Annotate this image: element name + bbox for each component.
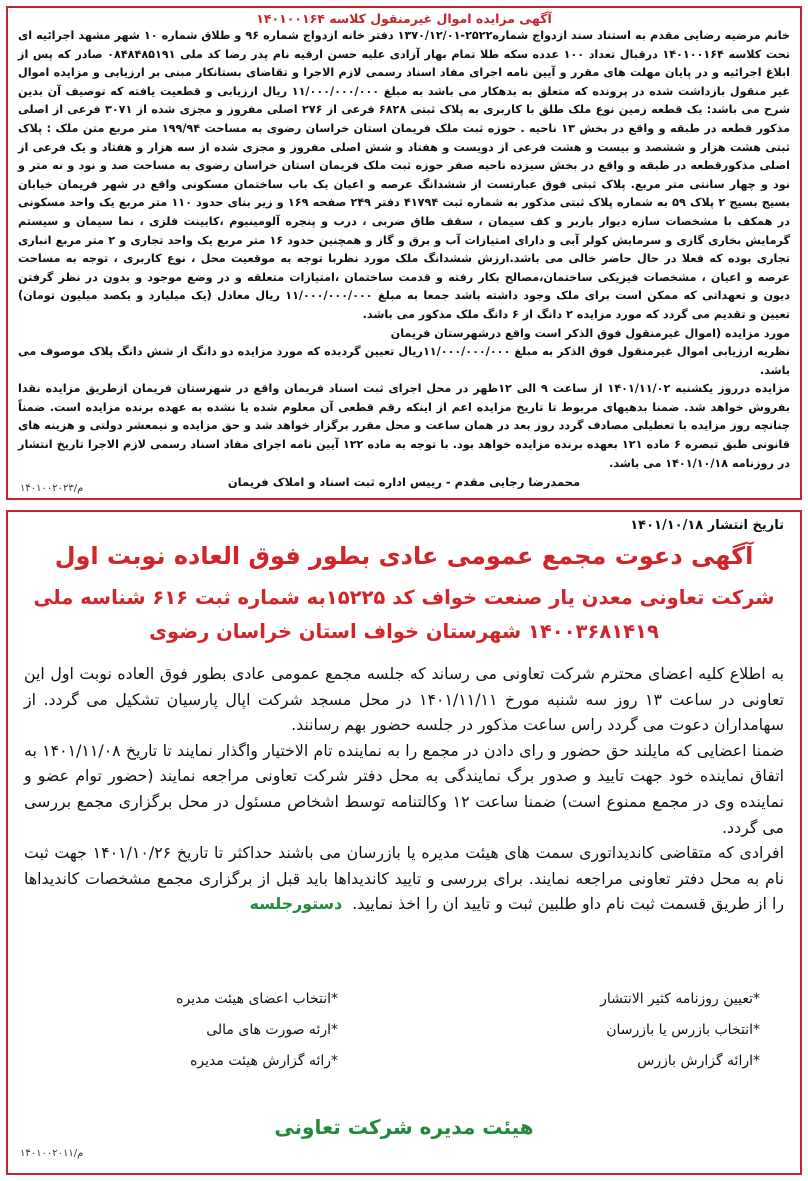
assembly-notice <box>6 510 802 1175</box>
auction-notice-paragraph-2: مورد مزایده (اموال غیرمنقول فوق الذکر است واقع درشهرستان فریمان <box>390 326 790 340</box>
assembly-paragraph-3-text: افرادی که متقاضی کاندیداتوری سمت های هیئت مدیره یا بازرسان می باشند حداکثر تا تاریخ ۱۴۰۱/۱۰/۲۶ جهت ثبت نام به محل دفتر تعاونی مراجعه نمایند. برای بررسی و تایید کاندیداها باید قبل از برگزاری مجمع مشخصات کاندیداها را از طریق قسمت ثبت نام داو طلبین ثبت و تایید ان را اخذ نمایید. <box>24 843 784 914</box>
agenda-item: *ارائه گزارش بازرس <box>637 1053 760 1069</box>
board-signature: هیئت مدیره شرکت تعاونی <box>274 1115 534 1139</box>
auction-notice-paragraph-3: نظریه ارزیابی اموال غیرمنقول فوق الذکر به مبلغ ۱۱/۰۰۰/۰۰۰/۰۰۰ریال تعیین گردیده که مورد مزایده دو دانگ از شش دانگ پلاک موصوف می باشد. <box>18 345 790 377</box>
auction-notice-code: م/۱۴۰۱۰۰۲۰۲۳ <box>20 483 84 494</box>
auction-notice-paragraph-4: مزایده درروز یکشنبه ۱۴۰۱/۱۱/۰۲ از ساعت ۹ الی ۱۲ظهر در محل اجرای ثبت اسناد فریمان واقع در شهرستان فریمان ازطریق مزایده نقدا بفروش خواهد شد. ضمنا بدهیهای مربوط تا تاریخ مزایده اعم از اینکه رقم قطعی آن معلوم شده یا نشده به عهده برنده مزایده است. ضمناً چنانچه روز مزایده با تعطیلی مصادف گردد روز بعد در همان ساعت و محل مقرر برگزار خواهد شد و حق مزایده و نیمعشر دولتی و هزینه های قانونی طبق تبصره ۶ ماده ۱۲۱ بعهده برنده مزایده خواهد بود. با توجه به ماده ۱۲۲ آیین نامه اجرای مفاد اسناد رسمی لازم الاجرا تاریخ انتشار در روزنامه ۱۴۰۱/۱۰/۱۸ می باشد. <box>18 382 790 470</box>
assembly-paragraph-1: به اطلاع کلیه اعضای محترم شرکت تعاونی می رساند که جلسه مجمع عمومی عادی بطور فوق العاده نوبت اول این تعاونی در ساعت ۱۳ روز سه شنبه مورخ ۱۴۰۱/۱۱/۱۱ در محل مسجد شرکت اپال پارسیان تشکیل می گردد. از سهامداران دعوت می گردد راس ساعت مذکور در جلسه حضور بهم رسانند. <box>24 664 784 735</box>
assembly-paragraph-3 <box>24 840 784 917</box>
company-line-1: شرکت تعاونی معدن یار صنعت خواف کد ۱۵۲۲۵به شماره ثبت ۶۱۶ شناسه ملی <box>33 586 775 609</box>
agenda-item: *انتخاب بازرس یا بازرسان <box>606 1022 760 1038</box>
auction-notice-title: آگهی مزایده اموال غیرمنقول کلاسه ۱۴۰۱۰۰۱۶۴ <box>256 11 552 26</box>
auction-notice-paragraph-1: خانم مرضیه رضایی مقدم به استناد سند ازدواج شماره۲۵۲۲-۱۳۷۰/۱۲/۰۱ دفتر خانه ازدواج شماره ۹۶ و طلاق شماره ۱۰ شهر مشهد اجرائیه ای تحت کلاسه ۱۴۰۱۰۰۱۶۴ درقبال تعداد ۱۰۰ عدده سکه طلا تمام بهار آزادی علیه حسن ارقیه نام پدر رضا کد ملی ۰۸۴۸۴۸۵۱۹۱ صادر که پس از ابلاغ اجرائیه و در پایان مهلت های مقرر و آیین نامه اجرای مفاد اسناد رسمی لازم الاجرا و تقاضای بستانکار مبنی بر ارزیابی و مزایده اموال غیر منقول بازداشت شده در پرونده که متعلق به بدهکار می باشد به مبلغ ۱۱/۰۰۰/۰۰۰/۰۰۰ ریال ارزیابی و قطعیت یافته که توصیف آن بدین شرح می باشد: یک قطعه زمین نوع ملک طلق با کاربری به پلاک ثبتی ۶۸۲۸ فرعی از ۲۷۶ اصلی مفروز و مجزی شده از ۳۰۷۱ فرعی از اصلی مذکور قطعه در طبقه و واقع در بخش ۱۳ ناحیه . حوزه ثبت ملک فریمان استان خراسان رضوی به مساحت ۱۹۹/۹۴ متر مربع متن ملک : پلاک ثبتی هشت هزار و ششصد و بیست و هشت فرعی از دویست و هفتاد و شش اصلی مفروز و مجزی شده از سه هزار و هفتاد و یک فرعی از اصلی مذکورقطعه در طبقه و واقع در بخش سیزده ناحیه صفر حوزه ثبت ملک فریمان استان خراسان رضوی به مساحت صد و نود و نه متر و نود و چهار سانتی متر مربع. پلاک ثبتی فوق عبارتست از ششدانگ عرصه و اعیان یک باب ساختمان مسکونی واقع در شهر فریمان خیابان بسیج بسیج ۲ پلاک ۵۹ به شماره پلاک ثبتی مذکور به شماره ثبت ۴۱۷۹۴ دفتر ۲۴۹ صفحه ۱۶۹ و زیر بنای حدود ۱۱۰ متر مربع یک واحد مسکونی در همکف با مشخصات سازه دیوار باربر و کف سیمان ، سقف طاق ضربی ، درب و پنجره آلومینیوم ،کابینت فلزی ، نما سیمان و سیستم گرمایش بخاری گازی و سرمایش کولر آبی و دارای امتیازات آب و برق و گاز و همچنین حدود ۱۶ متر مربع یک واحد تجاری و ۲ متر مربع انباری تجاری بوده که فعلا در حال حاضر خالی می باشد.ارزش ششدانگ ملک مورد نظربا توجه به موقعیت محل ، نوع کاربری ، توجه به مساحت عرصه و اعیان ، مشخصات فیزیکی ساختمان،مصالح بکار رفته و قدمت ساختمان ،امتیازات متعلقه و در وضع موجود و بدون در نظر گرفتن دیون و تعهداتی که ممکن است برای ملک وجود داشته باشد جمعا به مبلغ ۱۱/۰۰۰/۰۰۰/۰۰۰ ریال معادل (یک میلیارد و یکصد میلیون تومان) تعیین و تقدیم می گردد که مورد مزایده ۲ دانگ از ۶ دانگ ملک مذکور می باشد. <box>18 29 791 321</box>
auction-notice <box>6 6 802 500</box>
auction-notice-signature: محمدرضا رجایی مقدم - رییس اداره ثبت اسناد و املاک فریمان <box>227 475 581 490</box>
assembly-paragraph-2: ضمنا اعضایی که مایلند حق حضور و رای دادن در مجمع را به نماینده تام الاختیار واگذار نمایند تا تاریخ ۱۴۰۱/۱۱/۰۸ به اتفاق نماینده خود جهت تایید و صدور برگ نمایندگی به محل دفتر شرکت تعاونی مراجعه نمایند (حضور توام عضو و نماینده وی در مجمع ممنوع است) ضمنا ساعت ۱۲ وکالتنامه توسط اشخاص مسئول در محل برگزاری مجمع بررسی می گردد. <box>24 740 785 837</box>
agenda-item: *انتخاب اعضای هیئت مدیره <box>176 991 338 1007</box>
assembly-notice-title: آگهی دعوت مجمع عمومی عادی بطور فوق العاده نوبت اول <box>54 542 754 570</box>
agenda-column-right <box>520 984 760 1077</box>
company-line-2: ۱۴۰۰۳۶۸۱۴۱۹ شهرستان خواف استان خراسان رضوی <box>149 620 659 643</box>
agenda-column-left <box>98 984 338 1077</box>
publish-date: تاریخ انتشار ۱۴۰۱/۱۰/۱۸ <box>630 518 784 533</box>
agenda-item: *تعیین روزنامه کثیر الانتشار <box>600 991 760 1007</box>
agenda-list <box>98 984 760 1094</box>
agenda-item: *رائه گزارش هیئت مدیره <box>190 1053 338 1069</box>
assembly-notice-code: م/۱۴۰۱۰۰۲۰۱۱ <box>20 1148 84 1159</box>
agenda-title: دستورجلسه <box>249 894 343 914</box>
agenda-item: *ارئه صورت های مالی <box>206 1022 338 1038</box>
